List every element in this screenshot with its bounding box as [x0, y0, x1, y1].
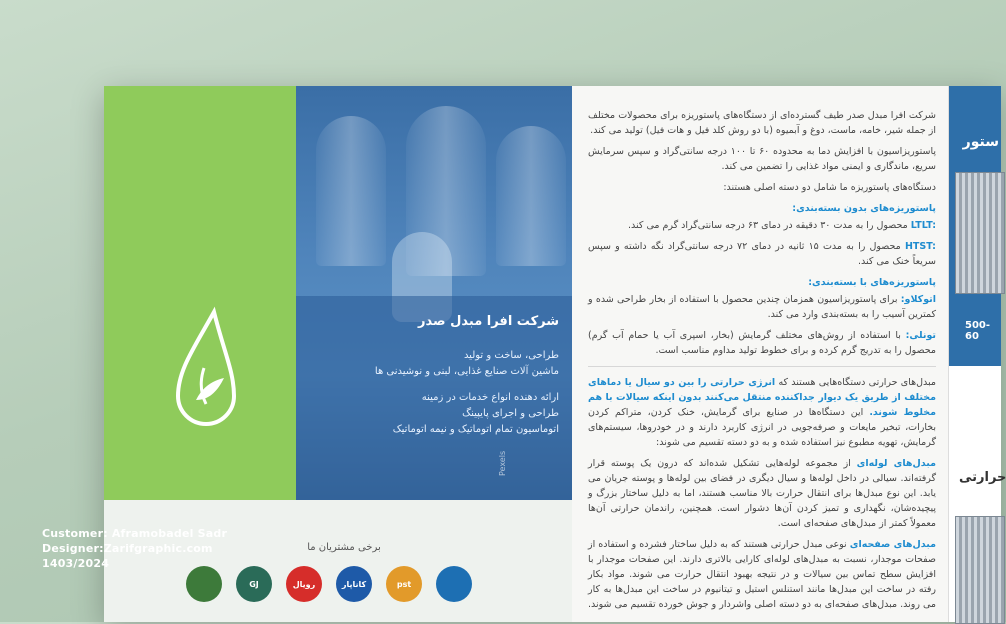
tunnel-text: با استفاده از روش‌های مختلف گرمایش (بخار، اسپری آب یا حمام آب گرم) محصول را به تدریج گرم کرده و برای خطوط تولید مداوم مناسب است.: [588, 330, 936, 356]
capacity-caption: 500-60: [965, 320, 991, 342]
ltlt-label: LTLT:: [910, 220, 936, 231]
services-list: [309, 348, 559, 438]
customer-logo: [436, 566, 472, 602]
customer-logos: [186, 566, 472, 602]
service-line: طراحی و اجرای پایپینگ: [462, 408, 559, 419]
pasteurizer-machine-image: [955, 172, 1005, 294]
tube-text: از مجموعه لوله‌هایی تشکیل شده‌اند که درون یک پوسته قرار گرفته‌اند. سیالی در داخل لوله‌ها و سیال دیگری در فضای بین لوله‌ها و پوسته جریان می یابد. این نوع مبدل‌ها برای انتقال حرارت بالا مناسب هستند، اما به دلیل ساختار بزرگ و پیچیده‌شان، نگهداری و تمیز کردن آن‌ها دشوار است. همچنین، راندمان حرارتی آن‌ها معمولاً کمتر از مبدل‌های صفحه‌ای است.: [588, 458, 936, 529]
customer-logo: کاناپار: [336, 566, 372, 602]
credit-designer: Designer:Zarifgraphic.com: [42, 542, 213, 555]
plate-exchanger: [588, 537, 936, 612]
customer-logo: [186, 566, 222, 602]
credits: [42, 526, 227, 571]
service-line: ارائه دهنده انواع خدمات در زمینه: [421, 392, 559, 403]
ltlt-text: محصول را به مدت ۳۰ دقیقه در دمای ۶۳ درجه سانتی‌گراد گرم می کند.: [628, 220, 908, 231]
service-line: اتوماسیون تمام اتوماتیک و نیمه اتوماتیک: [392, 424, 559, 435]
packed-heading: پاستوریزه‌های با بسته‌بندی:: [808, 277, 936, 288]
company-name: شرکت افرا مبدل صدر: [418, 314, 559, 329]
drop-logo-icon: [174, 308, 238, 436]
htst-label: HTST:: [904, 241, 936, 252]
htst-text: محصول را به مدت ۱۵ ثانیه در دمای ۷۲ درجه سانتی‌گراد نگه داشته و سپس سریعاً خنک می کند.: [588, 241, 936, 267]
exchanger-machine-image: [955, 516, 1005, 624]
green-cover-strip: [104, 86, 296, 500]
service-line: طراحی، ساخت و تولید: [463, 350, 559, 361]
plate-label: مبدل‌های صفحه‌ای: [849, 539, 936, 550]
unpacked-heading: پاستوریزه‌های بدون بسته‌بندی:: [792, 203, 936, 214]
customers-title: برخی مشتریان ما: [307, 542, 381, 553]
tunnel-item: [588, 328, 936, 358]
exchanger-intro: [588, 375, 936, 450]
htst-item: [588, 239, 936, 269]
autoclave-item: [588, 292, 936, 322]
exchanger-intro-plain: مبدل‌های حرارتی دستگاه‌هایی هستند که: [778, 377, 936, 388]
exchanger-usage: این دستگاه‌ها در صنایع برای گرمایش، خنک کردن، متراکم کردن بخارات، تبخیر مایعات و صرفه‌جویی در انرژی کاربرد دارند و در خودروها، سیستم‌های گرمایش، تهویه مطبوع نیز استفاده شده و به دو دسته تقسیم می شوند:: [588, 407, 936, 448]
tube-exchanger: [588, 456, 936, 531]
tube-label: مبدل‌های لوله‌ای: [856, 458, 936, 469]
next-page-edge: [948, 86, 1006, 622]
exchanger-intro-highlight: انرژی حرارتی را بین دو سیال یا دماهای مختلف از طریق یک دیوار جداکننده منتقل می‌کنند بدون اینکه سیالات با هم مخلوط شوند.: [588, 377, 936, 418]
customer-logo: رویال: [286, 566, 322, 602]
autoclave-text: برای پاستوریزاسیون همزمان چندین محصول با استفاده از بخار طراحی شده و کمترین آسیب را به بسته‌بندی وارد می کند.: [588, 294, 936, 320]
ltlt-item: [588, 218, 936, 233]
article-column: [588, 108, 936, 618]
customer-logo: GJ: [236, 566, 272, 602]
customer-logo: pst: [386, 566, 422, 602]
plate-text: نوعی مبدل حرارتی هستند که به دلیل ساختار فشرده و استفاده از صفحات موجدار، نسبت به مبدل‌های لوله‌ای کارایی بالاتری دارند. این صفحات موجدار با افزایش سطح تماس بین سیالات و در نتیجه بهبود انتقال حرارت می شوند. مواد بکار رفته در ساخت این مبدل‌ها مانند استنلس استیل و تیتانیوم در ساخت این مبدل‌ها به کار می روند. مبدل‌های صفحه‌ای به دو دسته اصلی واشردار و جوش خورده تقسیم می شوند.: [587, 539, 936, 610]
next-page-title-2: حرارتی: [959, 470, 1006, 485]
credit-date: 1403/2024: [42, 557, 110, 570]
section-divider: [588, 366, 936, 367]
brochure-spread: [104, 86, 1006, 622]
groups-intro: دستگاه‌های پاستوریزه ما شامل دو دسته اصلی هستند:: [723, 182, 936, 193]
service-line: ماشین آلات صنایع غذایی، لبنی و نوشیدنی ها: [374, 366, 559, 377]
photo-credit: Pexels: [498, 450, 507, 476]
pasteurizer-intro: شرکت افرا مبدل صدر طیف گسترده‌ای از دستگاه‌های پاستوریزه برای محصولات مختلف از جمله شیر، خامه، ماست، دوغ و آبمیوه (با دو روش کلد فیل و هات فیل) تولید می کند.: [588, 110, 936, 136]
tunnel-label: تونلی:: [905, 330, 936, 341]
credit-customer: Customer: Aframobadel Sadr: [42, 527, 228, 540]
autoclave-label: اتوکلاو:: [900, 294, 936, 305]
next-page-title: ستور: [962, 134, 999, 150]
pasteurizer-definition: پاستوریزاسیون با افزایش دما به محدوده ۶۰ تا ۱۰۰ درجه سانتی‌گراد و سپس سرمایش سریع، ماندگاری و ایمنی مواد غذایی را تضمین می کند.: [588, 146, 936, 172]
